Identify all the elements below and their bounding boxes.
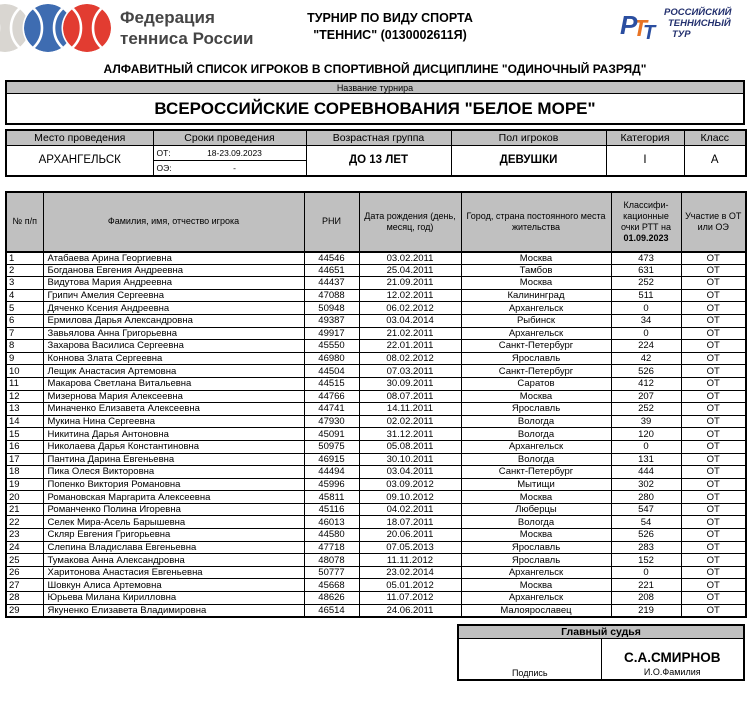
judge-name-label: И.О.Фамилия — [643, 667, 701, 678]
cell-player-name: Пика Олеся Викторовна — [43, 466, 304, 479]
table-row — [6, 466, 746, 479]
table-row — [6, 352, 746, 365]
cell-participation: ОТ — [681, 453, 746, 466]
players-header-row — [6, 192, 746, 252]
cell-city: Архангельск — [461, 592, 611, 605]
cell-city: Тамбов — [461, 264, 611, 277]
cell-rni: 46915 — [304, 453, 359, 466]
cell-birthdate: 02.02.2011 — [359, 415, 461, 428]
table-row — [6, 415, 746, 428]
cell-rni: 44580 — [304, 529, 359, 542]
cell-number: 13 — [6, 403, 43, 416]
cell-birthdate: 21.02.2011 — [359, 327, 461, 340]
cell-player-name: Миначенко Елизавета Алексеевна — [43, 403, 304, 416]
table-row — [6, 252, 746, 265]
cell-number: 7 — [6, 327, 43, 340]
cell-number: 11 — [6, 377, 43, 390]
cell-city: Ярославль — [461, 541, 611, 554]
cell-city: Архангельск — [461, 327, 611, 340]
cell-participation: ОТ — [681, 377, 746, 390]
tournament-name-label: Название турнира — [7, 82, 743, 94]
cell-player-name: Захарова Василиса Сергеевна — [43, 340, 304, 353]
cell-participation: ОТ — [681, 541, 746, 554]
cell-rni: 44651 — [304, 264, 359, 277]
cell-city: Архангельск — [461, 566, 611, 579]
judge-name: С.А.СМИРНОВ — [623, 650, 721, 666]
cell-player-name: Грипич Амелия Сергеевна — [43, 289, 304, 302]
cell-player-name: Селек Мира-Асель Барышевна — [43, 516, 304, 529]
cell-player-name: Мукина Нина Сергеевна — [43, 415, 304, 428]
cell-number: 2 — [6, 264, 43, 277]
cell-number: 29 — [6, 604, 43, 617]
cell-number: 25 — [6, 554, 43, 567]
table-row — [6, 478, 746, 491]
cell-birthdate: 07.05.2013 — [359, 541, 461, 554]
col-header-birthdate: Дата рождения (день, месяц, год) — [359, 192, 461, 252]
cell-city: Москва — [461, 390, 611, 403]
cell-city: Москва — [461, 491, 611, 504]
cell-birthdate: 30.09.2011 — [359, 377, 461, 390]
info-header-dates: Сроки проведения — [153, 130, 306, 145]
tournament-name-block — [5, 80, 745, 125]
info-header-age: Возрастная группа — [306, 130, 451, 145]
cell-city: Санкт-Петербург — [461, 466, 611, 479]
table-row — [6, 541, 746, 554]
table-row — [6, 365, 746, 378]
cell-number: 8 — [6, 340, 43, 353]
venue-value: АРХАНГЕЛЬСК — [6, 145, 153, 176]
rtt-logo — [620, 6, 748, 54]
judge-header: Главный судья — [458, 625, 744, 639]
cell-points: 152 — [611, 554, 681, 567]
cell-city: Вологда — [461, 453, 611, 466]
cell-number: 21 — [6, 503, 43, 516]
col-header-rni: РНИ — [304, 192, 359, 252]
table-row — [6, 566, 746, 579]
page-header — [0, 0, 750, 56]
cell-birthdate: 31.12.2011 — [359, 428, 461, 441]
cell-birthdate: 20.06.2011 — [359, 529, 461, 542]
cell-birthdate: 22.01.2011 — [359, 340, 461, 353]
cell-points: 0 — [611, 566, 681, 579]
cell-points: 283 — [611, 541, 681, 554]
cell-participation: ОТ — [681, 289, 746, 302]
cell-participation: ОТ — [681, 415, 746, 428]
rtt-letter-t2: Т — [643, 22, 656, 44]
category-value: I — [606, 145, 684, 176]
table-row — [6, 302, 746, 315]
cell-player-name: Пантина Дарина Евгеньевна — [43, 453, 304, 466]
cell-birthdate: 03.04.2011 — [359, 466, 461, 479]
cell-number: 12 — [6, 390, 43, 403]
cell-city: Москва — [461, 579, 611, 592]
cell-participation: ОТ — [681, 579, 746, 592]
cell-points: 219 — [611, 604, 681, 617]
cell-rni: 44515 — [304, 377, 359, 390]
cell-number: 26 — [6, 566, 43, 579]
cell-rni: 44766 — [304, 390, 359, 403]
rtt-wordmark: РОССИЙСКИЙ ТЕННИСНЫЙ ТУР — [664, 7, 732, 40]
cell-rni: 44504 — [304, 365, 359, 378]
cell-points: 280 — [611, 491, 681, 504]
cell-city: Люберцы — [461, 503, 611, 516]
table-row — [6, 579, 746, 592]
cell-city: Архангельск — [461, 440, 611, 453]
cell-birthdate: 12.02.2011 — [359, 289, 461, 302]
cell-city: Санкт-Петербург — [461, 365, 611, 378]
cell-birthdate: 05.01.2012 — [359, 579, 461, 592]
cell-birthdate: 24.06.2011 — [359, 604, 461, 617]
cell-player-name: Слепина Владислава Евгеньевна — [43, 541, 304, 554]
col-header-points-text: Классифи-кационные очки РТТ на — [620, 199, 672, 232]
cell-participation: ОТ — [681, 252, 746, 265]
players-tbody — [6, 252, 746, 617]
cell-player-name: Шовкун Алиса Артемовна — [43, 579, 304, 592]
cell-rni: 48078 — [304, 554, 359, 567]
cell-number: 15 — [6, 428, 43, 441]
cell-points: 511 — [611, 289, 681, 302]
cell-participation: ОТ — [681, 403, 746, 416]
cell-points: 34 — [611, 314, 681, 327]
cell-points: 42 — [611, 352, 681, 365]
cell-participation: ОТ — [681, 365, 746, 378]
table-row — [6, 314, 746, 327]
cell-birthdate: 30.10.2011 — [359, 453, 461, 466]
cell-rni: 47930 — [304, 415, 359, 428]
cell-rni: 50948 — [304, 302, 359, 315]
cell-city: Санкт-Петербург — [461, 340, 611, 353]
cell-city: Рыбинск — [461, 314, 611, 327]
info-header-category: Категория — [606, 130, 684, 145]
cell-birthdate: 06.02.2012 — [359, 302, 461, 315]
tournament-type-title: ТУРНИР ПО ВИДУ СПОРТА "ТЕННИС" (0130002611Я) — [307, 11, 473, 42]
cell-points: 412 — [611, 377, 681, 390]
cell-number: 23 — [6, 529, 43, 542]
cell-city: Саратов — [461, 377, 611, 390]
cell-points: 0 — [611, 302, 681, 315]
table-row — [6, 491, 746, 504]
table-row — [6, 327, 746, 340]
cell-city: Калининград — [461, 289, 611, 302]
col-header-number: № п/п — [6, 192, 43, 252]
table-row — [6, 264, 746, 277]
cell-rni: 45550 — [304, 340, 359, 353]
tournament-info-table — [5, 129, 747, 177]
cell-points: 224 — [611, 340, 681, 353]
table-row — [6, 340, 746, 353]
cell-birthdate: 21.09.2011 — [359, 277, 461, 290]
cell-number: 14 — [6, 415, 43, 428]
cell-birthdate: 09.10.2012 — [359, 491, 461, 504]
cell-rni: 49917 — [304, 327, 359, 340]
cell-points: 131 — [611, 453, 681, 466]
signature-cell: Подпись — [458, 638, 601, 680]
cell-birthdate: 11.07.2012 — [359, 592, 461, 605]
cell-points: 39 — [611, 415, 681, 428]
cell-points: 54 — [611, 516, 681, 529]
cell-rni: 44494 — [304, 466, 359, 479]
dates-ot-value: 18-23.09.2023 — [207, 147, 262, 158]
federation-name: Федерация тенниса России — [120, 8, 254, 48]
cell-city: Архангельск — [461, 302, 611, 315]
cell-number: 18 — [6, 466, 43, 479]
cell-city: Мытищи — [461, 478, 611, 491]
cell-player-name: Попенко Виктория Романовна — [43, 478, 304, 491]
table-row — [6, 453, 746, 466]
cell-birthdate: 03.02.2011 — [359, 252, 461, 265]
cell-participation: ОТ — [681, 466, 746, 479]
cell-city: Вологда — [461, 415, 611, 428]
cell-participation: ОТ — [681, 516, 746, 529]
cell-participation: ОТ — [681, 554, 746, 567]
dates-ot-label: ОТ: — [156, 147, 171, 158]
cell-number: 27 — [6, 579, 43, 592]
cell-participation: ОТ — [681, 592, 746, 605]
cell-participation: ОТ — [681, 327, 746, 340]
cell-rni: 50777 — [304, 566, 359, 579]
table-row — [6, 554, 746, 567]
cell-points: 302 — [611, 478, 681, 491]
cell-points: 0 — [611, 440, 681, 453]
cell-player-name: Завьялова Анна Григорьевна — [43, 327, 304, 340]
cell-birthdate: 04.02.2011 — [359, 503, 461, 516]
cell-rni: 45811 — [304, 491, 359, 504]
cell-player-name: Якуненко Елизавета Владимировна — [43, 604, 304, 617]
cell-points: 526 — [611, 365, 681, 378]
cell-city: Вологда — [461, 428, 611, 441]
cell-number: 17 — [6, 453, 43, 466]
rtt-letter-t1: Т — [633, 15, 648, 41]
table-row — [6, 503, 746, 516]
cell-participation: ОТ — [681, 340, 746, 353]
cell-rni: 44741 — [304, 403, 359, 416]
cell-birthdate: 23.02.2014 — [359, 566, 461, 579]
col-header-points — [611, 192, 681, 252]
cell-rni: 46013 — [304, 516, 359, 529]
cell-number: 24 — [6, 541, 43, 554]
cell-participation: ОТ — [681, 604, 746, 617]
cell-rni: 44437 — [304, 277, 359, 290]
cell-points: 208 — [611, 592, 681, 605]
cell-rni: 45668 — [304, 579, 359, 592]
col-header-points-date: 01.09.2023 — [623, 232, 669, 243]
cell-birthdate: 03.04.2014 — [359, 314, 461, 327]
gender-value: ДЕВУШКИ — [451, 145, 606, 176]
cell-number: 6 — [6, 314, 43, 327]
cell-birthdate: 07.03.2011 — [359, 365, 461, 378]
cell-participation: ОТ — [681, 566, 746, 579]
dates-oe-label: ОЭ: — [156, 162, 172, 173]
cell-rni: 48626 — [304, 592, 359, 605]
info-value-row — [6, 145, 746, 176]
cell-player-name: Никитина Дарья Антоновна — [43, 428, 304, 441]
info-header-row — [6, 130, 746, 145]
cell-birthdate: 08.07.2011 — [359, 390, 461, 403]
cell-rni: 46514 — [304, 604, 359, 617]
cell-points: 473 — [611, 252, 681, 265]
cell-number: 4 — [6, 289, 43, 302]
judge-block — [457, 624, 745, 682]
cell-points: 547 — [611, 503, 681, 516]
cell-player-name: Атабаева Арина Георгиевна — [43, 252, 304, 265]
table-row — [6, 377, 746, 390]
cell-number: 9 — [6, 352, 43, 365]
cell-number: 28 — [6, 592, 43, 605]
page-title: АЛФАВИТНЫЙ СПИСОК ИГРОКОВ В СПОРТИВНОЙ ДИСЦИПЛИНЕ "ОДИНОЧНЫЙ РАЗРЯД" — [103, 62, 647, 76]
cell-birthdate: 25.04.2011 — [359, 264, 461, 277]
table-row — [6, 529, 746, 542]
tennis-balls-icon — [0, 2, 112, 54]
cell-city: Москва — [461, 252, 611, 265]
cell-participation: ОТ — [681, 390, 746, 403]
dates-value — [153, 145, 306, 176]
table-row — [6, 516, 746, 529]
cell-rni: 45996 — [304, 478, 359, 491]
cell-player-name: Богданова Евгения Андреевна — [43, 264, 304, 277]
cell-number: 1 — [6, 252, 43, 265]
table-row — [6, 428, 746, 441]
cell-participation: ОТ — [681, 302, 746, 315]
cell-participation: ОТ — [681, 503, 746, 516]
players-table — [5, 191, 747, 618]
cell-birthdate: 14.11.2011 — [359, 403, 461, 416]
info-header-class: Класс — [684, 130, 746, 145]
cell-points: 207 — [611, 390, 681, 403]
cell-player-name: Мизернова Мария Алексеевна — [43, 390, 304, 403]
cell-rni: 47088 — [304, 289, 359, 302]
cell-birthdate: 11.11.2012 — [359, 554, 461, 567]
cell-participation: ОТ — [681, 478, 746, 491]
col-header-participation: Участие в ОТ или ОЭ — [681, 192, 746, 252]
cell-participation: ОТ — [681, 352, 746, 365]
cell-city: Ярославль — [461, 403, 611, 416]
col-header-name: Фамилия, имя, отчество игрока — [43, 192, 304, 252]
cell-number: 10 — [6, 365, 43, 378]
cell-rni: 45116 — [304, 503, 359, 516]
table-row — [6, 604, 746, 617]
cell-player-name: Ермилова Дарья Александровна — [43, 314, 304, 327]
cell-number: 16 — [6, 440, 43, 453]
cell-city: Москва — [461, 529, 611, 542]
cell-city: Ярославль — [461, 352, 611, 365]
cell-participation: ОТ — [681, 440, 746, 453]
cell-number: 19 — [6, 478, 43, 491]
cell-city: Малоярославец — [461, 604, 611, 617]
dates-ot-row — [154, 146, 306, 161]
cell-points: 444 — [611, 466, 681, 479]
rtt-letter-p: Р — [620, 10, 638, 40]
cell-player-name: Романовская Маргарита Алексеевна — [43, 491, 304, 504]
cell-points: 0 — [611, 327, 681, 340]
cell-player-name: Коннова Злата Сергеевна — [43, 352, 304, 365]
cell-points: 221 — [611, 579, 681, 592]
judge-header-row — [458, 625, 744, 639]
cell-player-name: Романченко Полина Игоревна — [43, 503, 304, 516]
cell-player-name: Дяченко Ксения Андреевна — [43, 302, 304, 315]
table-row — [6, 390, 746, 403]
cell-points: 631 — [611, 264, 681, 277]
cell-participation: ОТ — [681, 264, 746, 277]
cell-player-name: Лещик Анастасия Артемовна — [43, 365, 304, 378]
rtt-emblem-icon — [620, 8, 662, 52]
cell-city: Ярославль — [461, 554, 611, 567]
cell-number: 22 — [6, 516, 43, 529]
cell-points: 252 — [611, 403, 681, 416]
cell-number: 3 — [6, 277, 43, 290]
cell-number: 5 — [6, 302, 43, 315]
table-row — [6, 440, 746, 453]
dates-oe-row — [154, 161, 306, 175]
cell-participation: ОТ — [681, 529, 746, 542]
cell-player-name: Харитонова Анастасия Евгеньевна — [43, 566, 304, 579]
cell-rni: 46980 — [304, 352, 359, 365]
cell-rni: 44546 — [304, 252, 359, 265]
cell-rni: 49387 — [304, 314, 359, 327]
cell-participation: ОТ — [681, 428, 746, 441]
cell-city: Вологда — [461, 516, 611, 529]
table-row — [6, 592, 746, 605]
cell-rni: 45091 — [304, 428, 359, 441]
cell-birthdate: 03.09.2012 — [359, 478, 461, 491]
info-header-gender: Пол игроков — [451, 130, 606, 145]
cell-participation: ОТ — [681, 277, 746, 290]
cell-player-name: Скляр Евгения Григорьевна — [43, 529, 304, 542]
cell-player-name: Тумакова Анна Александровна — [43, 554, 304, 567]
cell-points: 120 — [611, 428, 681, 441]
class-value: А — [684, 145, 746, 176]
info-header-venue: Место проведения — [6, 130, 153, 145]
dates-oe-value: - — [233, 162, 236, 173]
federation-logo — [0, 2, 254, 54]
age-group-value: ДО 13 ЛЕТ — [306, 145, 451, 176]
cell-number: 20 — [6, 491, 43, 504]
cell-rni: 47718 — [304, 541, 359, 554]
cell-rni: 50975 — [304, 440, 359, 453]
tournament-name: ВСЕРОССИЙСКИЕ СОРЕВНОВАНИЯ "БЕЛОЕ МОРЕ" — [154, 99, 596, 118]
cell-birthdate: 18.07.2011 — [359, 516, 461, 529]
cell-points: 526 — [611, 529, 681, 542]
table-row — [6, 403, 746, 416]
cell-birthdate: 08.02.2012 — [359, 352, 461, 365]
table-row — [6, 277, 746, 290]
cell-player-name: Видутова Мария Андреевна — [43, 277, 304, 290]
cell-points: 252 — [611, 277, 681, 290]
judge-name-cell — [601, 638, 744, 680]
cell-participation: ОТ — [681, 491, 746, 504]
table-row — [6, 289, 746, 302]
cell-player-name: Юрьева Милана Кирилловна — [43, 592, 304, 605]
cell-city: Москва — [461, 277, 611, 290]
col-header-city: Город, страна постоянного места жительства — [461, 192, 611, 252]
cell-birthdate: 05.08.2011 — [359, 440, 461, 453]
cell-participation: ОТ — [681, 314, 746, 327]
judge-body-row — [458, 638, 744, 680]
cell-player-name: Николаева Дарья Константиновна — [43, 440, 304, 453]
cell-player-name: Макарова Светлана Витальевна — [43, 377, 304, 390]
